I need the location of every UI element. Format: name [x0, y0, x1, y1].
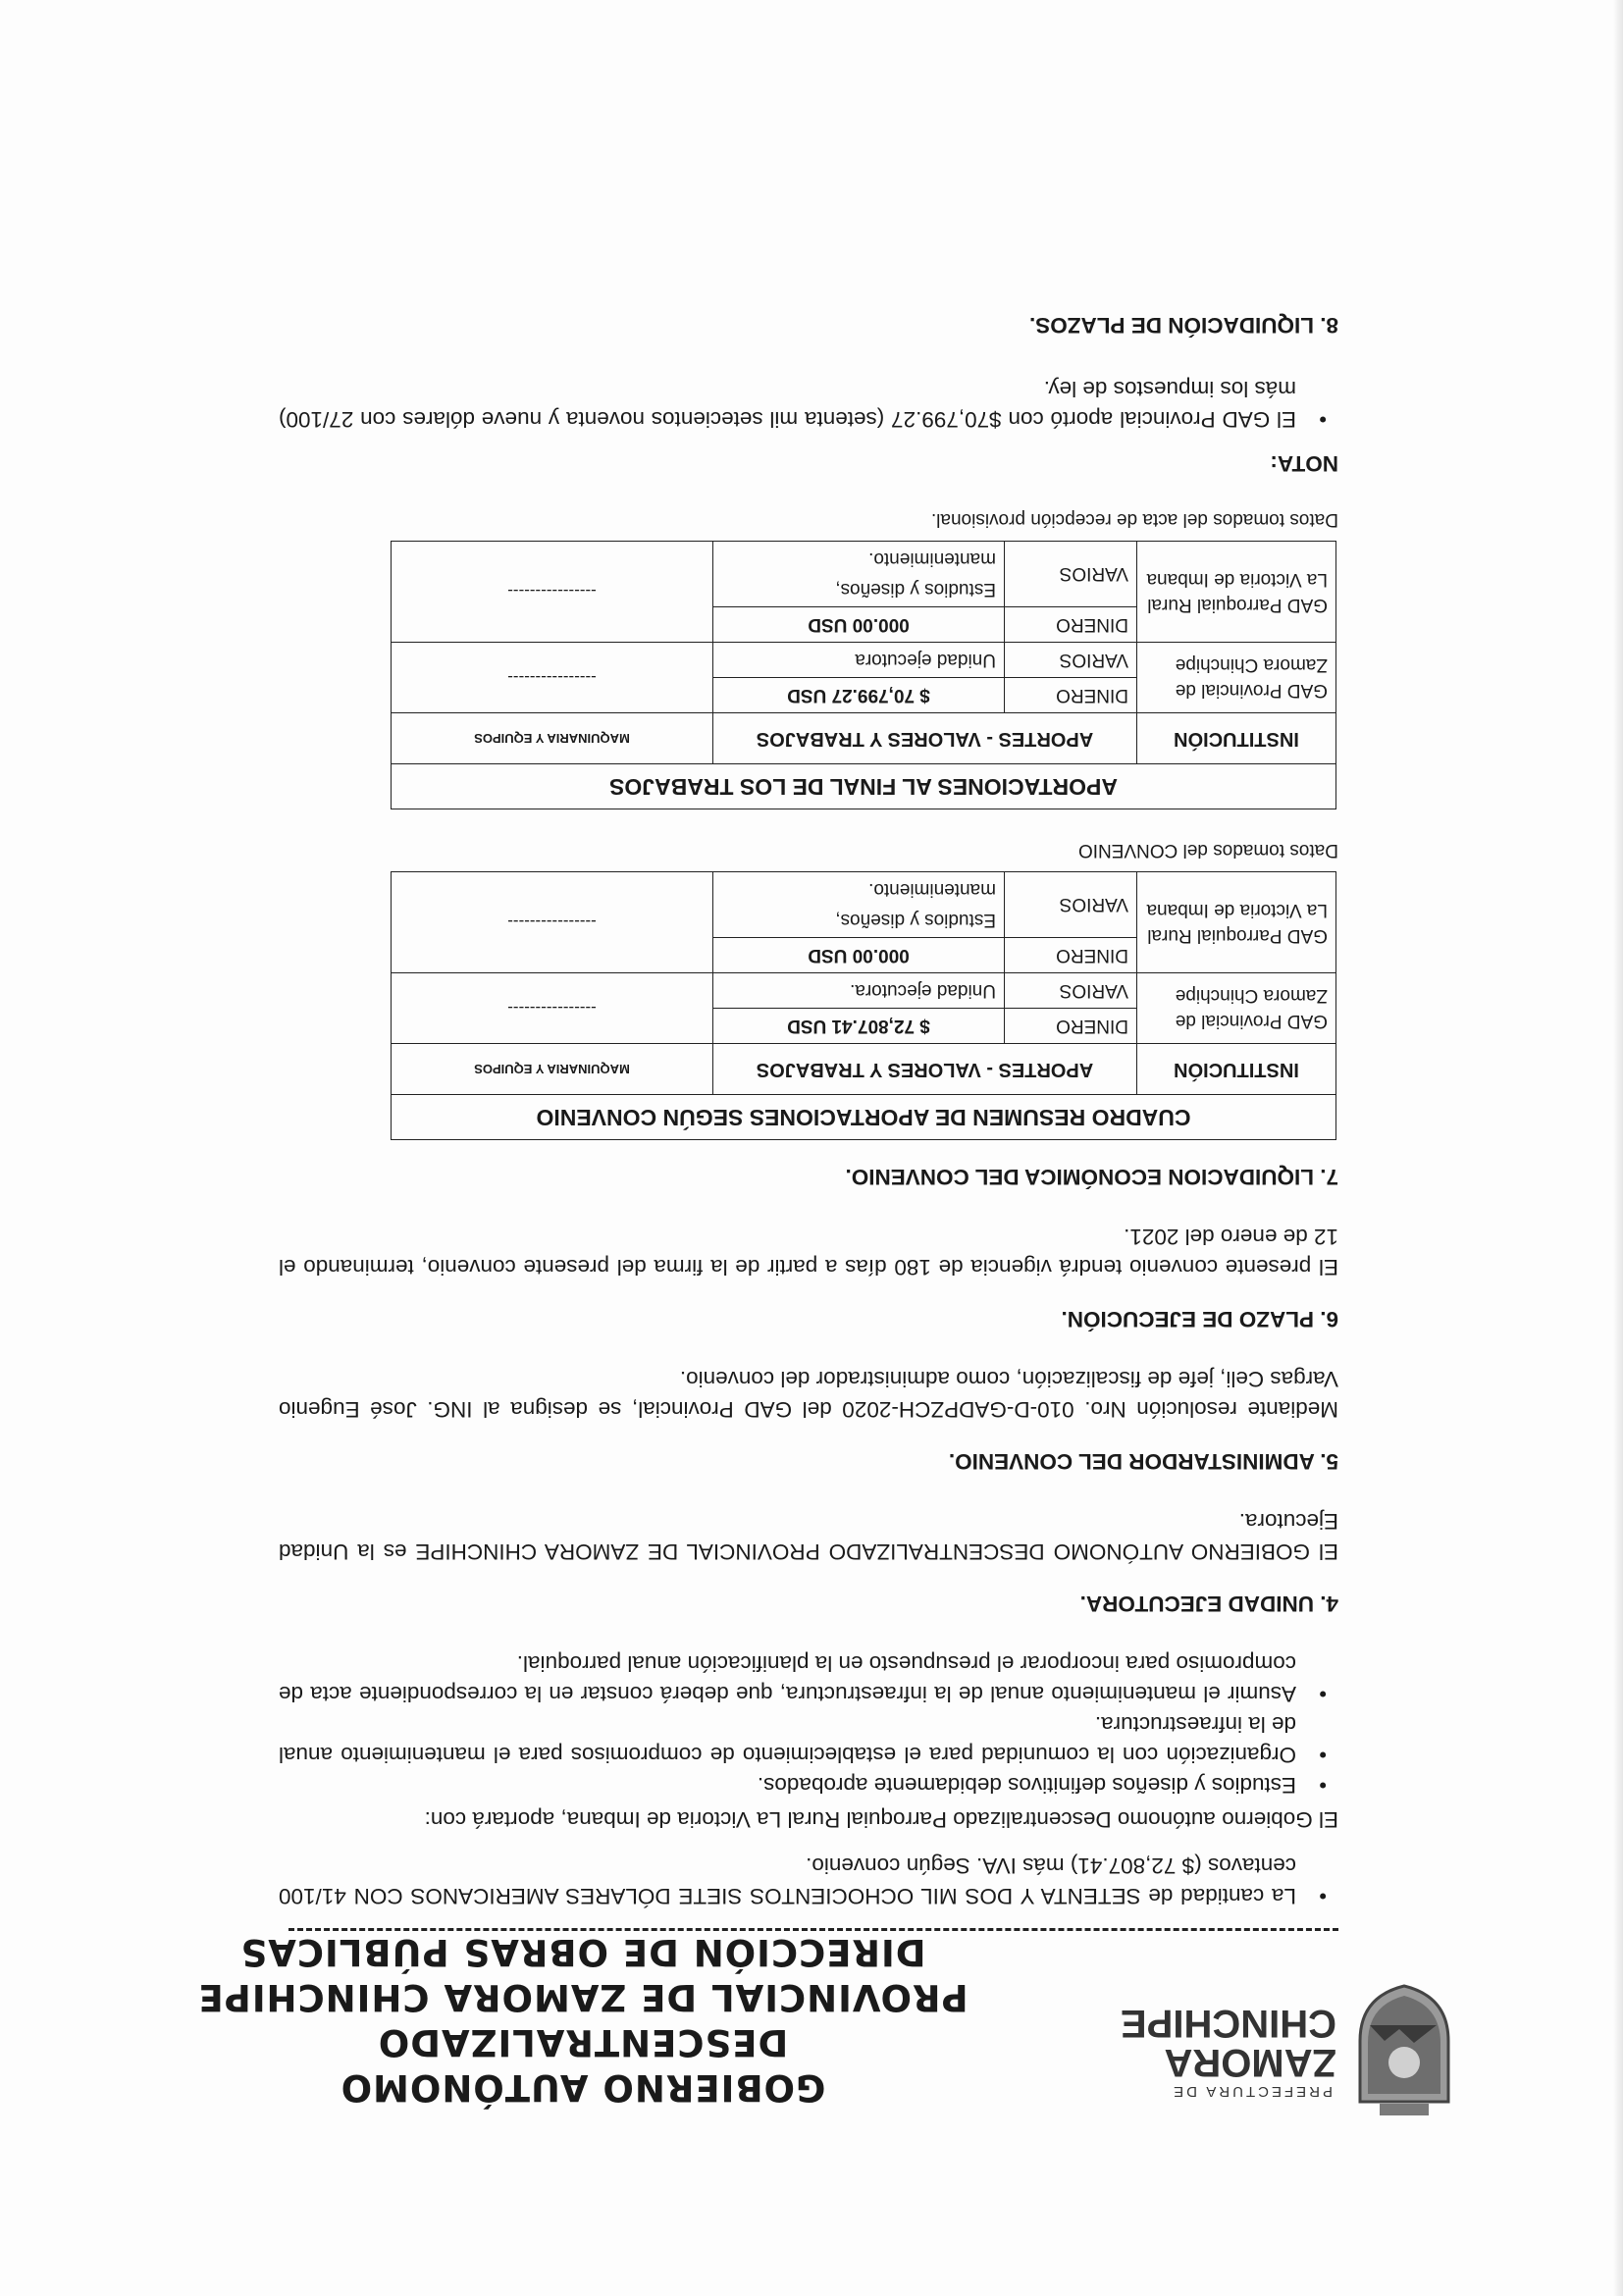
prefectura-logo: [1085, 1972, 1458, 2139]
machinery-cell: ----------------: [392, 643, 713, 713]
institution-cell: GAD Parroquial Rural La Victoria de Imbana: [1137, 542, 1336, 643]
table-header: MAQUINARIA Y EQUIPOS: [392, 713, 713, 764]
contributions-agreement-table: [391, 871, 1336, 1140]
table-row: [392, 678, 1336, 713]
heading-line-3: DIRECCIÓN DE OBRAS PÚBLICAS: [239, 1931, 926, 1973]
parroquial-intro: El Gobierno autónomo Descentralizado Parroquial Rural La Victoria de Imbana, aportará con:: [424, 1807, 1338, 1832]
heading-line-2: PROVINCIAL DE ZAMORA CHINCHIPE: [197, 1976, 969, 2018]
description-cell: Estudios y diseños, mantenimiento.: [713, 542, 1005, 607]
section-4-title: 4. UNIDAD EJECUTORA.: [1079, 1592, 1338, 1616]
type-cell: VARIOS: [1005, 643, 1137, 678]
description-cell: Estudios y diseños, mantenimiento.: [713, 872, 1005, 938]
table-row: [392, 1009, 1336, 1044]
table-header: APORTES - VALORES Y TRABAJOS: [713, 1044, 1137, 1095]
note-text: • El GAD Provincial aportó con $70,799.27 (setenta mil setecientos noventa y nueve dólares con 27/100) más los impuestos de ley.: [279, 374, 1338, 435]
institution-cell: GAD Provincial de Zamora Chinchipe: [1137, 643, 1336, 713]
type-cell: DINERO: [1005, 607, 1137, 643]
section-8-title: 8. LIQUIDACIÓN DE PLAZOS.: [1028, 313, 1338, 338]
type-cell: VARIOS: [1005, 973, 1137, 1009]
description-cell: Unidad ejecutora: [713, 643, 1005, 678]
amount-cell: 000.00 USD: [713, 607, 1005, 643]
logo-zamora-text: ZAMORA: [1164, 2041, 1336, 2084]
parroquial-bullet: • Estudios y diseños definitivos debidamente aprobados.: [279, 1770, 1338, 1800]
type-cell: DINERO: [1005, 938, 1137, 973]
note-title: NOTA:: [1270, 451, 1338, 476]
section-7-title: 7. LIQUIDACION ECONÓMICA DEL CONVENIO.: [845, 1165, 1338, 1189]
table-header: APORTES - VALORES Y TRABAJOS: [713, 713, 1137, 764]
table-source: Datos tomados del acta de recepción provisional.: [930, 509, 1338, 530]
institution-cell: GAD Parroquial Rural La Victoria de Imbana: [1137, 872, 1336, 973]
machinery-cell: ----------------: [392, 872, 713, 973]
table-header: MAQUINARIA Y EQUIPOS: [392, 1044, 713, 1095]
header-divider: [288, 1928, 1338, 1931]
section-6-text: El presente convenio tendrá vigencia de 180 días a partir de la firma del presente convenio, terminando el 12 de enero del 2021.: [279, 1225, 1338, 1279]
document-body: [279, 288, 1338, 1911]
logo-prefectura-text: PREFECTURA DE: [1171, 2083, 1333, 2100]
type-cell: VARIOS: [1005, 872, 1137, 938]
description-cell: Unidad ejecutora.: [713, 973, 1005, 1009]
heading-line-1: GOBIERNO AUTÓNOMO DESCENTRALIZADO: [340, 2021, 826, 2109]
document-heading: [141, 1929, 1024, 2110]
table-row: [392, 938, 1336, 973]
table-header: INSTITUCIÓN: [1137, 1044, 1336, 1095]
type-cell: DINERO: [1005, 678, 1137, 713]
parroquial-bullet: • Asumir el mantenimiento anual de la infraestructura, que deberá constar en la correspondiente acta de compromiso para incorporar el presupuesto en la planificación anual parroquial.: [279, 1648, 1338, 1709]
section-5-title: 5. ADMINISTARDOR DEL CONVENIO.: [948, 1449, 1338, 1474]
parroquial-bullet: • Organización con la comunidad para el establecimiento de compromisos para el mantenimiento anual de la infraestructura.: [279, 1709, 1338, 1770]
machinery-cell: ----------------: [392, 973, 713, 1044]
machinery-cell: ----------------: [392, 542, 713, 643]
coat-of-arms-icon: [1350, 1982, 1458, 2119]
amount-cell: $ 70,799.27 USD: [713, 678, 1005, 713]
table-header: INSTITUCIÓN: [1137, 713, 1336, 764]
section-4-text: El GOBIERNO AUTÓNOMO DESCENTRALIZADO PROVINCIAL DE ZAMORA CHINCHIPE es la Unidad Ejecutora.: [279, 1509, 1338, 1564]
amount-cell: $ 72,807.41 USD: [713, 1009, 1005, 1044]
logo-chinchipe-text: CHINCHIPE: [1120, 2002, 1336, 2045]
table-row: [392, 607, 1336, 643]
section-5-text: Mediante resolución Nro. 010-D-GADPZCH-2020 del GAD Provincial, se designa al ING. José Eugenio Vargas Celi, jefe de fiscalización, como administrador del convenio.: [279, 1367, 1338, 1422]
table-source: Datos tomados del CONVENIO: [1077, 840, 1338, 861]
section-6-title: 6. PLAZO DE EJECUCIÓN.: [1061, 1307, 1338, 1331]
type-cell: VARIOS: [1005, 542, 1137, 607]
intro-bullet: • La cantidad de SETENTA Y DOS MIL OCHOCIENTOS SIETE DÓLARES AMERICANOS CON 41/100 centavos ($ 72,807.41) más IVA. Según convenio.: [279, 1851, 1338, 1911]
page-edge-shadow: [1613, 0, 1623, 2296]
institution-cell: GAD Provincial de Zamora Chinchipe: [1137, 973, 1336, 1044]
contributions-final-table: [391, 541, 1336, 809]
amount-cell: 000.00 USD: [713, 938, 1005, 973]
table-title: APORTACIONES AL FINAL DE LOS TRABAJOS: [392, 764, 1336, 809]
type-cell: DINERO: [1005, 1009, 1137, 1044]
table-title: CUADRO RESUMEN DE APORTACIONES SEGÚN CONVENIO: [392, 1095, 1336, 1140]
